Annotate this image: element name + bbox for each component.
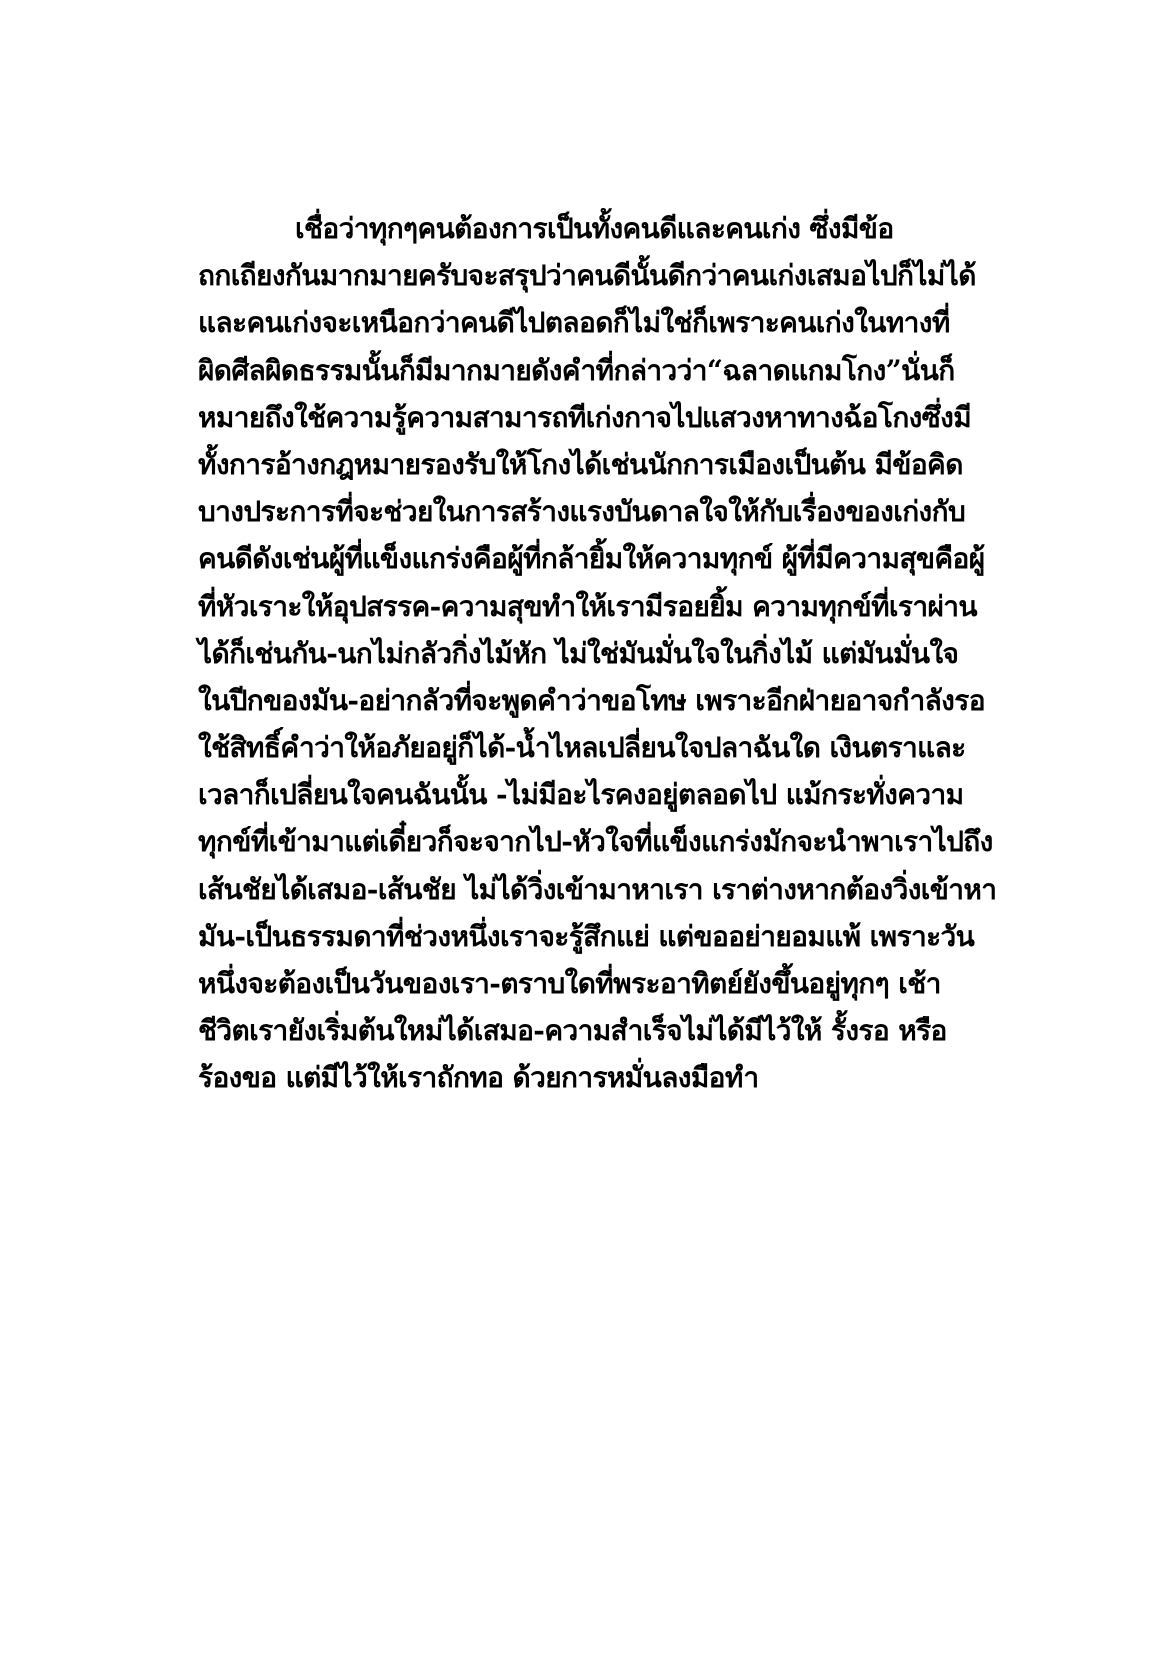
paragraph-line: ได้ก็เช่นกัน-นกไม่กลัวกิ่งไม้หัก ไม่ใช่มันมั่นใจในกิ่งไม้ แต่มันมั่นใจ xyxy=(198,636,959,670)
paragraph-line: เส้นชัยได้เสมอ-เส้นชัย ไม่ได้วิ่งเข้ามาหาเรา เราต่างหากต้องวิ่งเข้าหา xyxy=(198,872,997,906)
paragraph-line: คนดีดังเช่นผู้ที่แข็งแกร่งคือผู้ที่กล้ายิ้มให้ความทุกข์ ผู้ที่มีความสุขคือผู้ xyxy=(198,542,985,576)
paragraph-line: หมายถึงใช้ความรู้ความสามารถทีเก่งกาจไปแสวงหาทางฉ้อโกงซึ่งมี xyxy=(198,400,972,434)
paragraph-line: ผิดศีลผิดธรรมนั้นก็มีมากมายดังคำที่กล่าวว่า“ฉลาดแกมโกง”นั่นก็ xyxy=(198,353,955,387)
paragraph-line: เวลาก็เปลี่ยนใจคนฉันนั้น -ไม่มีอะไรคงอยู่ตลอดไป แม้กระทั่งความ xyxy=(198,778,964,812)
paragraph-line: ใช้สิทธิ์คำว่าให้อภัยอยู่ก็ได้-น้ำไหลเปลี่ยนใจปลาฉันใด เงินตราและ xyxy=(198,731,966,765)
paragraph-line: ทุกข์ที่เข้ามาแต่เดี๋ยวก็จะจากไป-หัวใจที่แข็งแกร่งมักจะนำพาเราไปถึง xyxy=(198,825,993,859)
body-paragraph xyxy=(198,205,998,1102)
paragraph-line: และคนเก่งจะเหนือกว่าคนดีไปตลอดก็ไม่ใช่ก็เพราะคนเก่งในทางที่ xyxy=(198,306,950,340)
paragraph-line: เชื่อว่าทุกๆคนต้องการเป็นทั้งคนดีและคนเก่ง ซึ่งมีข้อ xyxy=(295,212,894,245)
paragraph-line: บางประการที่จะช่วยในการสร้างแรงบันดาลใจให้กับเรื่องของเก่งกับ xyxy=(198,495,966,529)
paragraph-line: ชีวิตเรายังเริ่มต้นใหม่ได้เสมอ-ความสำเร็จไม่ได้มีไว้ให้ รั้งรอ หรือ xyxy=(198,1014,947,1048)
paragraph-line: ที่หัวเราะให้อุปสรรค-ความสุขทำให้เรามีรอยยิ้ม ความทุกข์ที่เราผ่าน xyxy=(198,589,977,623)
paragraph-line: ถกเถียงกันมากมายครับจะสรุปว่าคนดีนั้นดีกว่าคนเก่งเสมอไปก็ไม่ได้ xyxy=(198,259,976,293)
paragraph-line: มัน-เป็นธรรมดาที่ช่วงหนึ่งเราจะรู้สึกแย่ แต่ขออย่ายอมแพ้ เพราะวัน xyxy=(198,919,975,953)
paragraph-line: หนึ่งจะต้องเป็นวันของเรา-ตราบใดที่พระอาทิตย์ยังขึ้นอยู่ทุกๆ เช้า xyxy=(198,967,941,1000)
paragraph-line: ร้องขอ แต่มีไว้ให้เราถักทอ ด้วยการหมั่นลงมือทำ xyxy=(198,1061,759,1095)
paragraph-line: ทั้งการอ้างกฎหมายรองรับให้โกงได้เช่นนักการเมืองเป็นต้น มีข้อคิด xyxy=(198,447,963,481)
paragraph-line: ในปีกของมัน-อย่ากลัวที่จะพูดคำว่าขอโทษ เพราะอีกฝ่ายอาจกำลังรอ xyxy=(198,683,985,717)
